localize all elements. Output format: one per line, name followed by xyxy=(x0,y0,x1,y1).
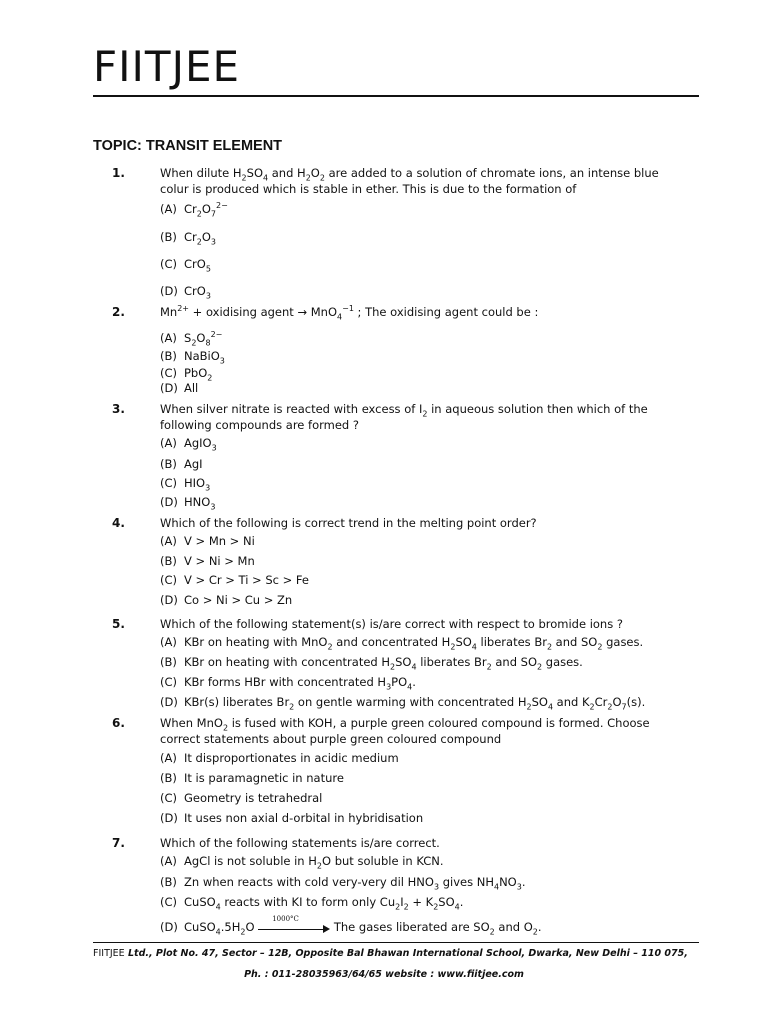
subscript: 2 xyxy=(450,642,456,652)
option-label: (B) xyxy=(160,554,177,568)
text-run: O xyxy=(612,695,622,709)
option-d xyxy=(160,695,646,712)
text-run: SO xyxy=(438,895,455,909)
option-text xyxy=(184,381,198,395)
text-run: Which of the following is correct trend in the melting point order? xyxy=(160,516,537,530)
text-run: The gases liberated are SO xyxy=(333,920,490,934)
footer-company: FIITJEE xyxy=(93,948,125,959)
option-label: (A) xyxy=(160,436,177,450)
text-run: ; The oxidising agent could be : xyxy=(353,305,539,319)
subscript: 4 xyxy=(493,882,500,892)
superscript: −1 xyxy=(342,304,354,314)
arrow-temperature: 1000°C xyxy=(272,914,299,923)
subscript: 5 xyxy=(205,264,211,274)
text-run: V > Ni > Mn xyxy=(184,554,255,568)
subscript: 8 xyxy=(205,338,211,348)
text-run: and H xyxy=(268,166,306,180)
footer-address-text: Ltd., Plot No. 47, Sector – 12B, Opposite Bal Bhawan International School, Dwarka, New Delhi – 110 075, xyxy=(128,948,688,959)
option-c xyxy=(160,573,309,587)
text-run: MnO xyxy=(310,305,338,319)
subscript: 2 xyxy=(607,702,613,712)
text-run: AgIO xyxy=(184,436,212,450)
subscript: 4 xyxy=(454,902,460,912)
subscript: 3 xyxy=(386,682,392,692)
question-number: 4. xyxy=(112,516,125,530)
option-text xyxy=(184,655,583,672)
option-label: (C) xyxy=(160,895,178,909)
text-run: KBr on heating with concentrated H xyxy=(184,655,391,669)
text-run: O xyxy=(196,331,206,345)
text-run: HNO xyxy=(184,495,211,509)
option-d xyxy=(160,811,423,825)
text-run: liberates Br xyxy=(416,655,487,669)
question-stem xyxy=(160,715,660,747)
option-label: (D) xyxy=(160,495,178,509)
subscript: 4 xyxy=(215,927,221,937)
text-run: reacts with KI to form only Cu xyxy=(220,895,396,909)
option-label: (B) xyxy=(160,457,177,471)
question-number: 3. xyxy=(112,402,125,416)
subscript: 2 xyxy=(390,662,396,672)
subscript: 4 xyxy=(215,902,221,912)
subscript: 2 xyxy=(207,373,213,383)
subscript: 3 xyxy=(516,882,522,892)
option-c xyxy=(160,257,211,274)
subscript: 2 xyxy=(196,209,202,219)
question-stem xyxy=(160,616,660,632)
reaction-arrow-icon xyxy=(258,914,330,934)
option-text xyxy=(184,771,344,785)
superscript: 2− xyxy=(216,201,228,211)
text-run: CuSO xyxy=(184,920,216,934)
option-b xyxy=(160,875,526,892)
text-run: S xyxy=(184,331,192,345)
subscript: 3 xyxy=(211,443,217,453)
option-text xyxy=(184,895,464,912)
option-label: (C) xyxy=(160,257,178,271)
text-run: Zn when reacts with cold very-very dil HNO xyxy=(184,875,434,889)
subscript: 3 xyxy=(205,483,211,493)
option-text xyxy=(184,635,644,652)
subscript: 3 xyxy=(210,502,216,512)
text-run: O xyxy=(310,166,320,180)
text-run: Co > Ni > Cu > Zn xyxy=(184,593,293,607)
text-run: and SO xyxy=(491,655,538,669)
text-run: . xyxy=(412,675,416,689)
text-run: AgCl is not soluble in H xyxy=(184,854,317,868)
option-c xyxy=(160,366,213,383)
footer-address xyxy=(93,948,699,959)
topic-heading: TOPIC: TRANSIT ELEMENT xyxy=(93,138,283,154)
subscript: 2 xyxy=(532,927,538,937)
subscript: 2 xyxy=(222,723,229,733)
option-d xyxy=(160,593,292,607)
text-run: and K xyxy=(553,695,590,709)
option-label: (C) xyxy=(160,573,178,587)
text-run: and O xyxy=(494,920,533,934)
footer-contact: Ph. : 011-28035963/64/65 website : www.fiitjee.com xyxy=(244,969,524,980)
subscript: 4 xyxy=(263,173,269,183)
option-text xyxy=(184,257,211,274)
subscript: 2 xyxy=(395,902,401,912)
subscript: 4 xyxy=(547,702,554,712)
option-text xyxy=(184,201,228,219)
question-stem xyxy=(160,165,660,197)
option-label: (C) xyxy=(160,476,178,490)
subscript: 2 xyxy=(240,927,246,937)
text-run: All xyxy=(184,381,199,395)
subscript: 3 xyxy=(205,291,211,301)
option-a xyxy=(160,751,399,765)
text-run: . xyxy=(459,895,464,909)
option-label: (D) xyxy=(160,811,178,825)
text-run: NO xyxy=(499,875,517,889)
option-label: (D) xyxy=(160,593,178,607)
option-a xyxy=(160,201,228,219)
question-stem xyxy=(160,835,660,851)
option-text xyxy=(184,554,255,568)
text-run: . xyxy=(521,875,526,889)
option-d xyxy=(160,381,198,395)
option-text xyxy=(184,875,526,892)
text-run: gases. xyxy=(542,655,583,669)
text-run: CrO xyxy=(184,257,206,271)
subscript: 2 xyxy=(191,338,197,348)
subscript: 3 xyxy=(210,237,217,247)
option-text xyxy=(184,920,255,937)
text-run: + K xyxy=(408,895,434,909)
question-number: 7. xyxy=(112,836,125,850)
subscript: 2 xyxy=(433,902,439,912)
subscript: 2 xyxy=(196,237,202,247)
option-text xyxy=(184,593,292,607)
subscript: 2 xyxy=(241,173,247,183)
option-b xyxy=(160,349,225,366)
subscript: 2 xyxy=(489,927,495,937)
option-label: (D) xyxy=(160,695,178,709)
option-text-after-arrow xyxy=(333,920,542,937)
subscript: 2 xyxy=(403,902,409,912)
text-run: . xyxy=(537,920,542,934)
text-run: gives NH xyxy=(439,875,494,889)
option-label: (B) xyxy=(160,771,177,785)
option-b xyxy=(160,771,344,785)
text-run: is fused with KOH, a purple green coloured compound is formed. Choose correct statements about purple green coloured compound xyxy=(160,716,650,746)
subscript: 2 xyxy=(316,861,322,871)
text-run: V > Mn > Ni xyxy=(184,534,255,548)
subscript: 3 xyxy=(433,882,440,892)
subscript: 7 xyxy=(621,702,627,712)
text-run: .5H xyxy=(220,920,241,934)
text-run: in aqueous solution then which of the following compounds are formed ? xyxy=(160,402,648,432)
option-text xyxy=(184,675,416,692)
option-label: (B) xyxy=(160,349,177,363)
question-number: 6. xyxy=(112,716,125,730)
option-text xyxy=(184,349,225,366)
option-text xyxy=(184,791,322,805)
question-stem xyxy=(160,515,660,531)
text-run: SO xyxy=(395,655,412,669)
text-run: O xyxy=(245,920,255,934)
option-label: (A) xyxy=(160,534,177,548)
text-run: Mn xyxy=(160,305,178,319)
option-text xyxy=(184,330,223,348)
option-b xyxy=(160,655,583,672)
text-run: and SO xyxy=(552,635,598,649)
option-b xyxy=(160,230,217,247)
text-run: on gentle warming with concentrated H xyxy=(294,695,527,709)
question-stem xyxy=(160,304,660,320)
text-run: It disproportionates in acidic medium xyxy=(184,751,399,765)
option-label: (B) xyxy=(160,875,177,889)
text-run: (s). xyxy=(626,695,646,709)
subscript: 4 xyxy=(337,312,343,322)
fiitjee-logo: FIITJEE xyxy=(93,42,241,91)
subscript: 2 xyxy=(537,662,543,672)
option-label: (D) xyxy=(160,920,178,934)
option-text xyxy=(184,366,213,383)
option-label: (A) xyxy=(160,635,177,649)
subscript: 2 xyxy=(305,173,311,183)
option-text xyxy=(184,436,217,453)
text-run: I xyxy=(400,895,404,909)
option-text xyxy=(184,751,399,765)
option-text xyxy=(184,457,203,471)
text-run: O xyxy=(201,202,211,216)
option-label: (B) xyxy=(160,230,177,244)
option-label: (C) xyxy=(160,675,178,689)
text-run: O xyxy=(201,230,211,244)
subscript: 7 xyxy=(210,209,217,219)
header-rule xyxy=(93,95,699,97)
text-run: When MnO xyxy=(160,716,223,730)
text-run: SO xyxy=(531,695,548,709)
option-text xyxy=(184,695,646,712)
option-b xyxy=(160,554,255,568)
option-label: (B) xyxy=(160,655,177,669)
subscript: 2 xyxy=(486,662,492,672)
text-run: O but soluble in KCN. xyxy=(322,854,444,868)
text-run: Geometry is tetrahedral xyxy=(184,791,323,805)
text-run: Which of the following statements is/are correct. xyxy=(160,836,440,850)
option-c xyxy=(160,791,322,805)
text-run: Which of the following statement(s) is/are correct with respect to bromide ions ? xyxy=(160,617,623,631)
option-text xyxy=(184,811,423,825)
text-run: are added to a solution of chromate ions, an intense blue colur is produced which is stable in ether. This is due to the formation of xyxy=(160,166,659,196)
text-run: SO xyxy=(455,635,472,649)
option-text xyxy=(184,476,211,493)
text-run: NaBiO xyxy=(184,349,220,363)
text-run: AgI xyxy=(184,457,203,471)
text-run: KBr(s) liberates Br xyxy=(184,695,290,709)
option-label: (D) xyxy=(160,284,178,298)
text-run: Cr xyxy=(184,202,197,216)
text-run: and concentrated H xyxy=(332,635,451,649)
question-number: 5. xyxy=(112,617,125,631)
text-run: SO xyxy=(246,166,263,180)
superscript: 2− xyxy=(210,330,223,340)
text-run: When silver nitrate is reacted with excess of I xyxy=(160,402,423,416)
question-number: 2. xyxy=(112,305,125,319)
option-c xyxy=(160,476,211,493)
option-label: (A) xyxy=(160,854,177,868)
subscript: 2 xyxy=(319,173,325,183)
text-run: PO xyxy=(391,675,408,689)
option-label: (A) xyxy=(160,331,177,345)
text-run: CuSO xyxy=(184,895,216,909)
text-run: KBr on heating with MnO xyxy=(184,635,328,649)
option-b xyxy=(160,457,203,471)
text-run: When dilute H xyxy=(160,166,242,180)
subscript: 4 xyxy=(407,682,413,692)
text-run: + oxidising agent → xyxy=(189,305,311,319)
subscript: 2 xyxy=(327,642,333,652)
option-text xyxy=(184,230,217,247)
option-text xyxy=(184,854,444,871)
option-c xyxy=(160,895,464,912)
option-label: (A) xyxy=(160,751,177,765)
option-a xyxy=(160,854,444,871)
subscript: 4 xyxy=(471,642,477,652)
subscript: 3 xyxy=(219,356,225,366)
text-run: CrO xyxy=(184,284,206,298)
option-label: (A) xyxy=(160,202,177,216)
option-text xyxy=(184,534,255,548)
option-label: (C) xyxy=(160,366,178,380)
option-text xyxy=(184,573,309,587)
question-number: 1. xyxy=(112,166,125,180)
text-run: HIO xyxy=(184,476,206,490)
text-run: gases. xyxy=(602,635,644,649)
option-label: (C) xyxy=(160,791,178,805)
option-text xyxy=(184,284,211,301)
subscript: 2 xyxy=(526,702,532,712)
subscript: 2 xyxy=(422,409,428,419)
text-run: It is paramagnetic in nature xyxy=(184,771,344,785)
subscript: 2 xyxy=(546,642,553,652)
question-stem xyxy=(160,401,660,433)
text-run: It uses non axial d-orbital in hybridisation xyxy=(184,811,424,825)
subscript: 2 xyxy=(597,642,603,652)
option-d xyxy=(160,284,211,301)
option-c xyxy=(160,675,416,692)
text-run: PbO xyxy=(184,366,208,380)
superscript: 2+ xyxy=(177,304,190,314)
option-d xyxy=(160,914,542,937)
subscript: 2 xyxy=(589,702,595,712)
text-run: Cr xyxy=(594,695,608,709)
subscript: 4 xyxy=(411,662,417,672)
option-d xyxy=(160,495,216,512)
text-run: Cr xyxy=(184,230,197,244)
text-run: V > Cr > Ti > Sc > Fe xyxy=(184,573,309,587)
option-a xyxy=(160,436,217,453)
option-text xyxy=(184,495,216,512)
footer-rule xyxy=(93,942,699,943)
subscript: 2 xyxy=(289,702,295,712)
text-run: liberates Br xyxy=(476,635,547,649)
option-a xyxy=(160,635,644,652)
text-run: KBr forms HBr with concentrated H xyxy=(184,675,387,689)
option-label: (D) xyxy=(160,381,178,395)
option-a xyxy=(160,534,255,548)
option-a xyxy=(160,330,223,348)
